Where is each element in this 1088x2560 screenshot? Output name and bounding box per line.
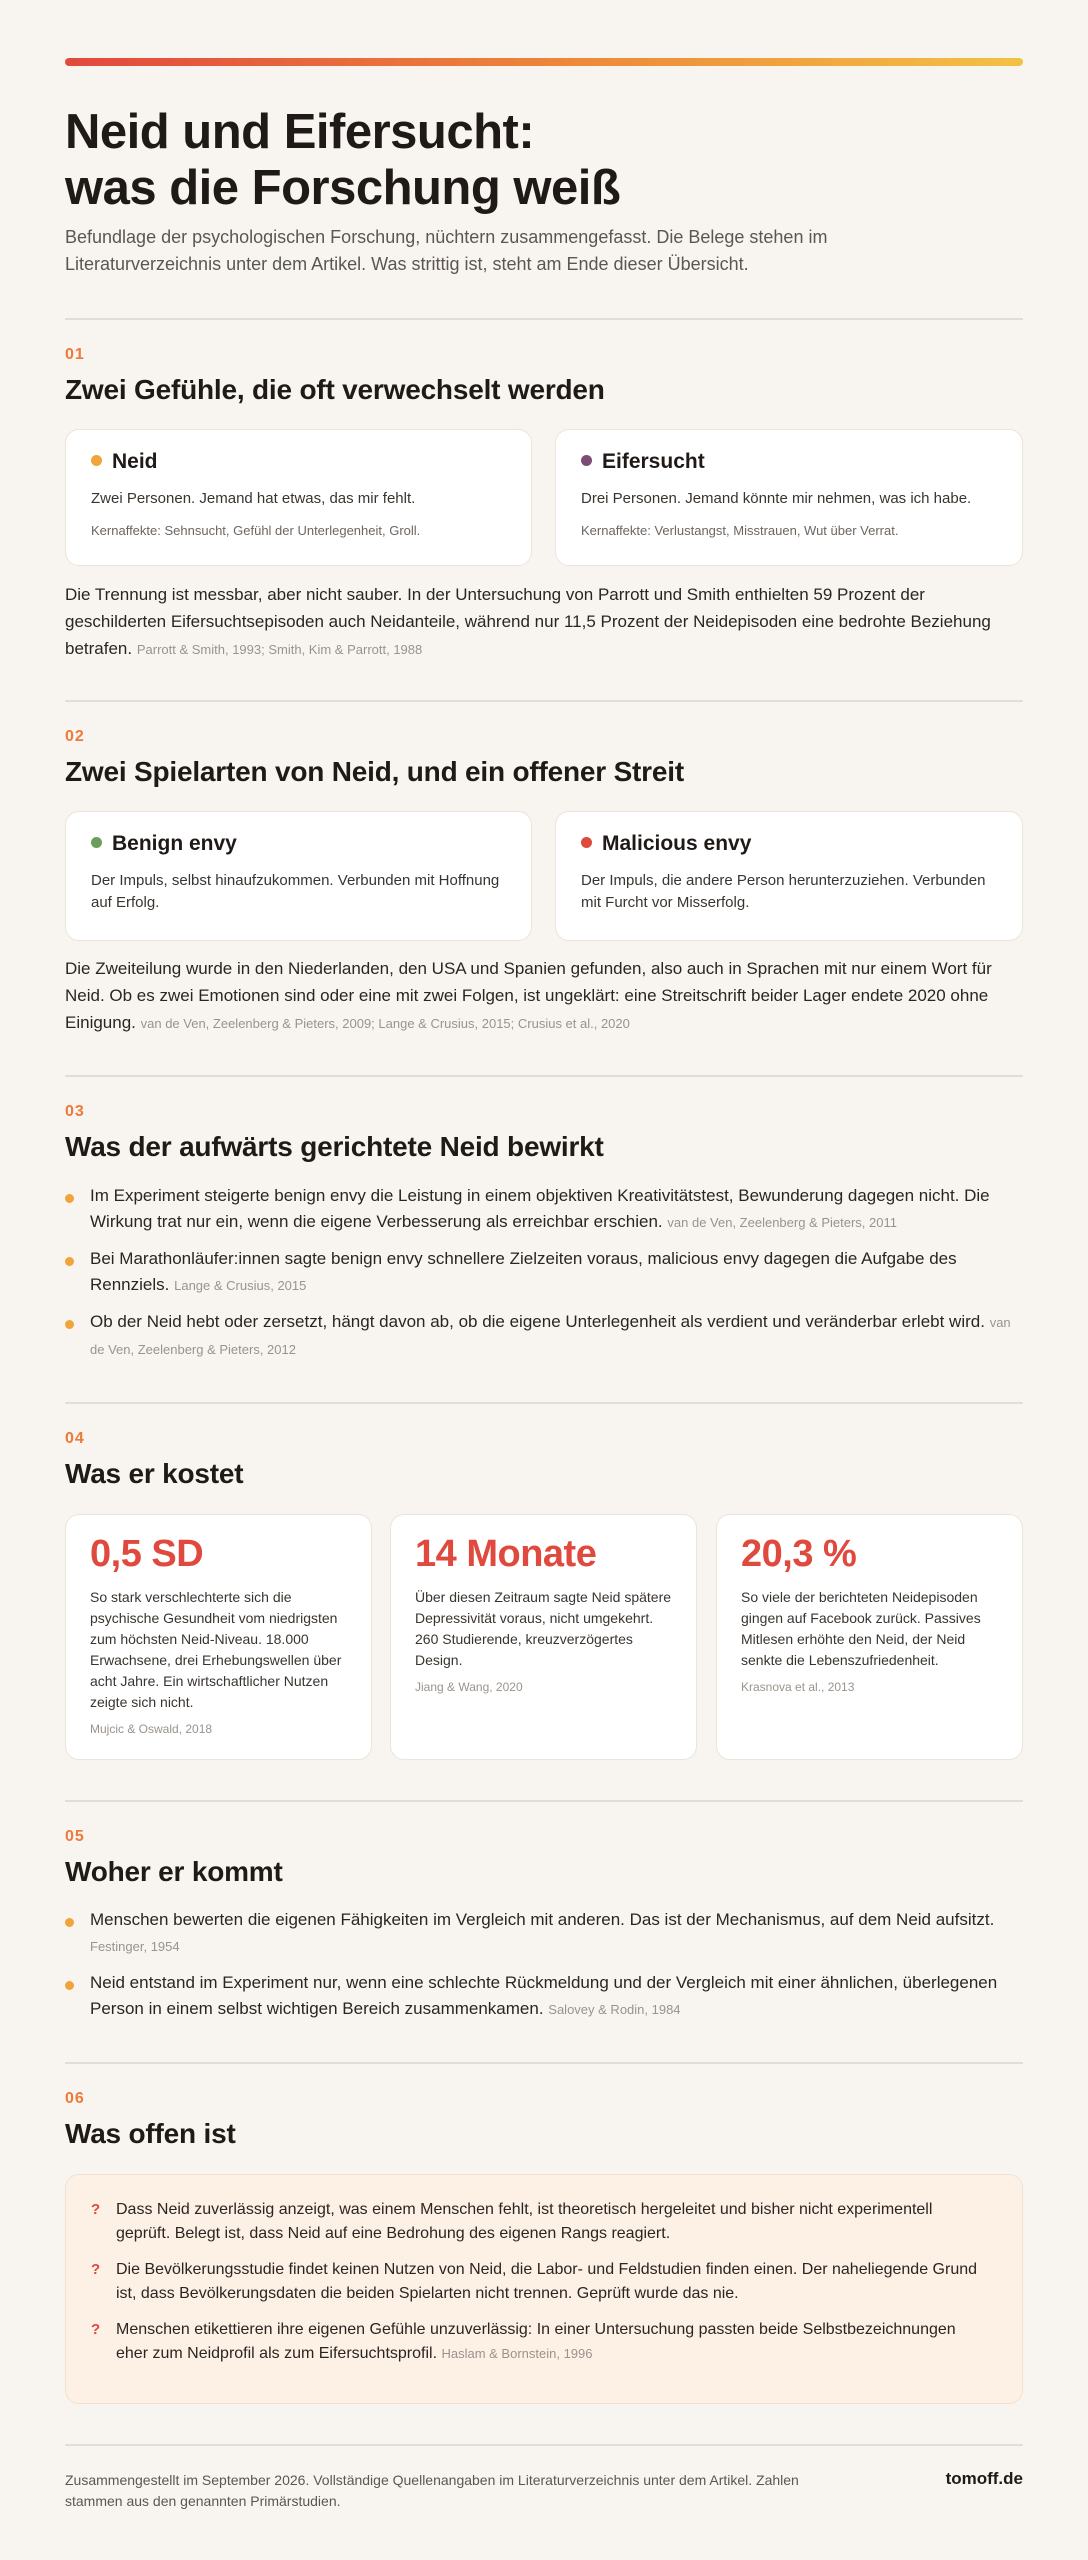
list-item — [91, 2258, 991, 2306]
question-mark-icon: ? — [91, 2201, 101, 2218]
divider — [65, 700, 1023, 702]
stat-value: 20,3 % — [741, 1533, 857, 1575]
item-text: Bei Marathonläufer:innen sagte benign envy schnellere Zielzeiten voraus, malicious envy dagegen die Aufgabe des Rennziels. — [90, 1249, 957, 1294]
stat-card — [716, 1514, 1023, 1760]
section-paragraph — [65, 955, 1005, 1037]
section-number: 05 — [65, 1828, 85, 1845]
card-description: Zwei Personen. Jemand hat etwas, das mir fehlt. — [91, 490, 416, 507]
card-neid — [65, 429, 532, 566]
item-text: Die Bevölkerungsstudie findet keinen Nutzen von Neid, die Labor- und Feldstudien finden einen. Der naheliegende Grund ist, dass Bevölkerungsdaten die beiden Spielarten nicht trennen. Geprüft wurde das nie. — [116, 2261, 978, 2302]
card-title-text: Eifersucht — [602, 450, 705, 473]
divider — [65, 1075, 1023, 1077]
citation: Krasnova et al., 2013 — [741, 1680, 855, 1694]
dot-icon — [581, 837, 592, 848]
bullet-icon — [65, 1194, 74, 1203]
brand-link[interactable]: tomoff.de — [945, 2469, 1023, 2488]
stat-value: 0,5 SD — [90, 1533, 204, 1575]
card-description: Drei Personen. Jemand könnte mir nehmen, was ich habe. — [581, 490, 972, 507]
card-title — [91, 832, 237, 856]
citation: Festinger, 1954 — [90, 1939, 180, 1954]
page-title-line-2: was die Forschung weiß — [65, 161, 621, 215]
list-item — [65, 1309, 1023, 1363]
citation: van de Ven, Zeelenberg & Pieters, 2012 — [90, 1315, 1011, 1357]
section-number: 01 — [65, 346, 85, 363]
dot-icon — [581, 455, 592, 466]
card-malicious-envy — [555, 811, 1023, 941]
divider — [65, 2444, 1023, 2446]
section-title: Was er kostet — [65, 1458, 244, 1489]
divider — [65, 1800, 1023, 1802]
item-text: Menschen bewerten die eigenen Fähigkeiten im Vergleich mit anderen. Das ist der Mechanismus, auf dem Neid aufsitzt. — [90, 1910, 995, 1929]
card-description: Der Impuls, die andere Person herunterzuziehen. Verbunden mit Furcht vor Misserfolg. — [581, 872, 986, 911]
citation: Parrott & Smith, 1993; Smith, Kim & Parrott, 1988 — [136, 642, 423, 657]
paragraph-text: Die Zweiteilung wurde in den Niederlanden, den USA und Spanien gefunden, also auch in Sprachen mit nur einem Wort für Neid. Ob es zwei Emotionen sind oder eine mit zwei Folgen, ist ungeklärt: eine Streitschrift beider Lager endete 2020 ohne Einigung. — [65, 959, 992, 1032]
item-text: Menschen etikettieren ihre eigenen Gefühle unzuverlässig: In einer Untersuchung passten beide Selbstbezeichnungen eher zum Neidprofil als zum Eifersuchtsprofil. — [116, 2321, 956, 2362]
section-number: 06 — [65, 2090, 85, 2107]
lead-paragraph: Befundlage der psychologischen Forschung, nüchtern zusammengefasst. Die Belege stehen im Literaturverzeichnis unter dem Artikel. Was strittig ist, steht am Ende dieser Übersicht. — [65, 227, 828, 274]
card-eifersucht — [555, 429, 1023, 566]
citation: Jiang & Wang, 2020 — [415, 1680, 523, 1694]
dot-icon — [91, 455, 102, 466]
card-title-text: Benign envy — [112, 832, 237, 855]
stat-card — [65, 1514, 372, 1760]
bullet-icon — [65, 1257, 74, 1266]
findings-list — [65, 1183, 1023, 1363]
item-text: Neid entstand im Experiment nur, wenn eine schlechte Rückmeldung und der Vergleich mit einer ähnlichen, überlegenen Person in einem selbst wichtigen Bereich zusammenkamen. — [90, 1973, 998, 2018]
origins-list — [65, 1907, 1023, 2023]
list-item — [91, 2318, 991, 2366]
divider — [65, 2062, 1023, 2064]
open-questions-list — [91, 2198, 991, 2378]
stat-description: So stark verschlechterte sich die psychische Gesundheit vom niedrigsten zum höchsten Neid-Niveau. 18.000 Erwachsene, drei Erhebungswellen über acht Jahre. Ein wirtschaftlicher Nutzen zeigte sich nicht. — [90, 1589, 342, 1710]
page-title — [65, 104, 1023, 216]
list-item — [91, 2198, 991, 2246]
citation: van de Ven, Zeelenberg & Pieters, 2009; Lange & Crusius, 2015; Crusius et al., 2020 — [140, 1016, 630, 1031]
stat-description: So viele der berichteten Neidepisoden gingen auf Facebook zurück. Passives Mitlesen erhöhte den Neid, der Neid senkte die Lebenszufriedenheit. — [741, 1589, 981, 1668]
card-title — [581, 832, 751, 856]
section-title: Zwei Spielarten von Neid, und ein offener Streit — [65, 756, 684, 787]
item-text: Dass Neid zuverlässig anzeigt, was einem Menschen fehlt, ist theoretisch hergeleitet und bisher nicht experimentell geprüft. Belegt ist, dass Neid auf eine Bedrohung des eigenen Rangs reagiert. — [116, 2201, 933, 2242]
section-title: Woher er kommt — [65, 1856, 283, 1887]
section-number: 04 — [65, 1430, 85, 1447]
bullet-icon — [65, 1320, 74, 1329]
stat-description: Über diesen Zeitraum sagte Neid spätere Depressivität voraus, nicht umgekehrt. 260 Studierende, kreuzverzögertes Design. — [415, 1589, 672, 1668]
section-title: Was der aufwärts gerichtete Neid bewirkt — [65, 1131, 604, 1162]
card-keyaffects: Kernaffekte: Verlustangst, Misstrauen, Wut über Verrat. — [581, 523, 899, 538]
section-title: Was offen ist — [65, 2118, 236, 2149]
section-paragraph — [65, 581, 1005, 663]
gradient-top-bar — [65, 58, 1023, 66]
list-item — [65, 1246, 1023, 1299]
citation: Mujcic & Oswald, 2018 — [90, 1722, 213, 1736]
list-item — [65, 1907, 1023, 1960]
citation: van de Ven, Zeelenberg & Pieters, 2011 — [667, 1215, 897, 1230]
question-mark-icon: ? — [91, 2261, 101, 2278]
item-text: Ob der Neid hebt oder zersetzt, hängt davon ab, ob die eigene Unterlegenheit als verdient und veränderbar erlebt wird. — [90, 1312, 985, 1331]
dot-icon — [91, 837, 102, 848]
card-benign-envy — [65, 811, 532, 941]
question-mark-icon: ? — [91, 2321, 101, 2338]
list-item — [65, 1970, 1023, 2023]
divider — [65, 1402, 1023, 1404]
paragraph-text: Die Trennung ist messbar, aber nicht sauber. In der Untersuchung von Parrott und Smith enthielten 59 Prozent der geschilderten Eifersuchtsepisoden auch Neidanteile, während nur 11,5 Prozent der Neidepisoden eine bedrohte Beziehung betrafen. — [65, 585, 991, 658]
card-title-text: Neid — [112, 450, 158, 473]
citation: Lange & Crusius, 2015 — [174, 1278, 307, 1293]
section-title: Zwei Gefühle, die oft verwechselt werden — [65, 374, 605, 405]
card-title-text: Malicious envy — [602, 832, 752, 855]
section-number: 03 — [65, 1103, 85, 1120]
divider — [65, 318, 1023, 320]
stat-value: 14 Monate — [415, 1533, 597, 1575]
bullet-icon — [65, 1981, 74, 1990]
page-title-line-1: Neid und Eifersucht: — [65, 105, 535, 159]
card-keyaffects: Kernaffekte: Sehnsucht, Gefühl der Unterlegenheit, Groll. — [91, 523, 421, 538]
open-questions-box — [65, 2174, 1023, 2404]
stat-card — [390, 1514, 697, 1760]
card-title — [91, 450, 158, 474]
card-description: Der Impuls, selbst hinaufzukommen. Verbunden mit Hoffnung auf Erfolg. — [91, 872, 500, 911]
section-number: 02 — [65, 728, 85, 745]
card-title — [581, 450, 705, 474]
list-item — [65, 1183, 1023, 1236]
bullet-icon — [65, 1918, 74, 1927]
citation: Haslam & Bornstein, 1996 — [441, 2346, 593, 2361]
item-text: Im Experiment steigerte benign envy die Leistung in einem objektiven Kreativitätstest, Bewunderung dagegen nicht. Die Wirkung trat nur ein, wenn die eigene Verbesserung als erreichbar erschien. — [90, 1186, 990, 1231]
footer-note: Zusammengestellt im September 2026. Vollständige Quellenangaben im Literaturverzeichnis unter dem Artikel. Zahlen stammen aus den genannten Primärstudien. — [65, 2472, 799, 2509]
citation: Salovey & Rodin, 1984 — [548, 2002, 681, 2017]
